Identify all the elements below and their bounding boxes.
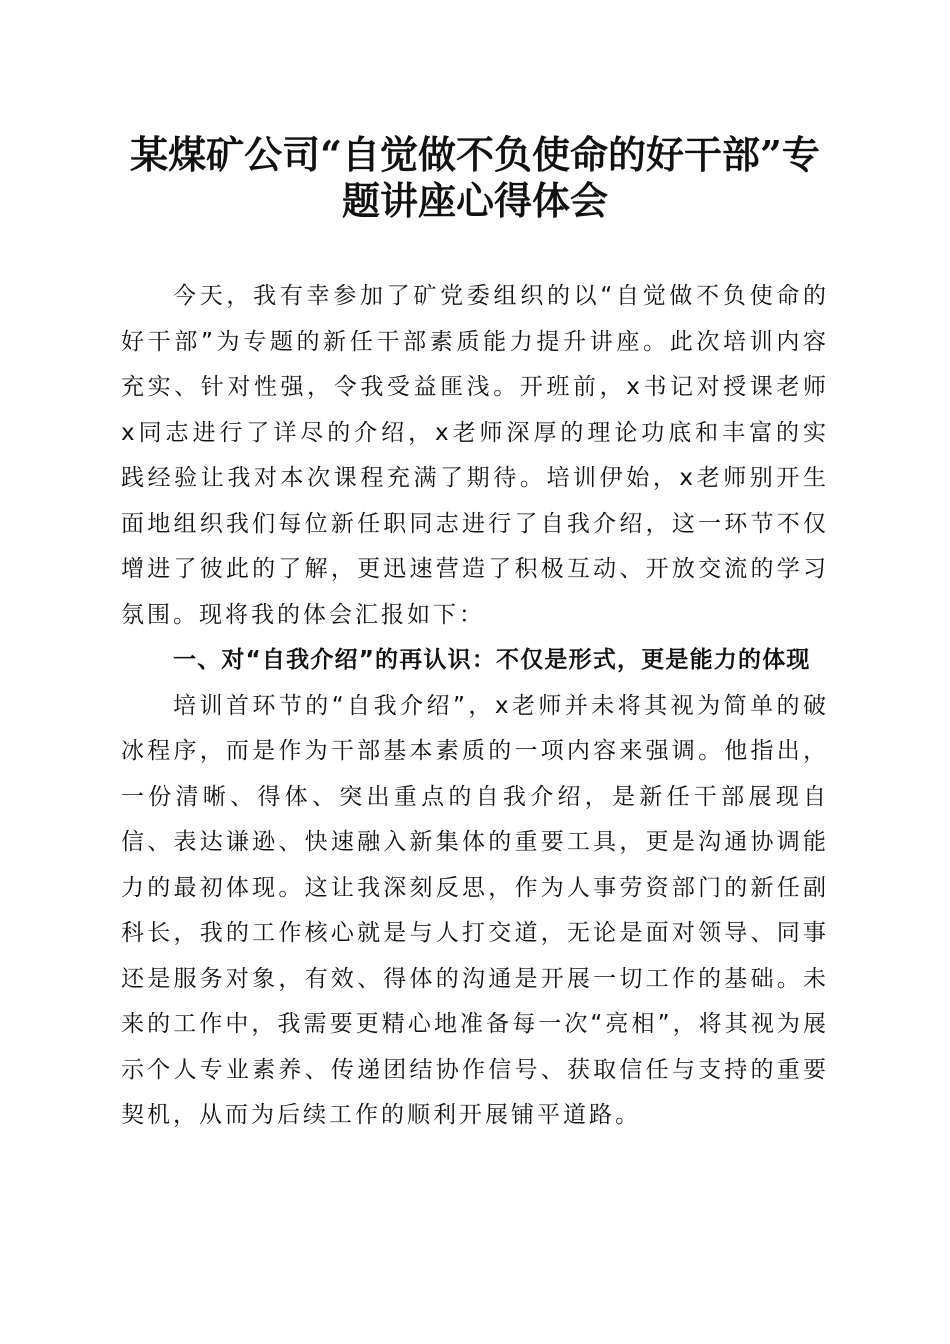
intro-paragraph: 今天，我有幸参加了矿党委组织的以“自觉做不负使命的好干部”为专题的新任干部素质能力提升讲座。此次培训内容充实、针对性强，令我受益匪浅。开班前，x书记对授课老师x同志进行了详尽的介绍，x老师深厚的理论功底和丰富的实践经验让我对本次课程充满了期待。培训伊始，x老师别开生面地组织我们每位新任职同志进行了自我介绍，这一环节不仅增进了彼此的了解，更迅速营造了积极互动、开放交流的学习氛围。现将我的体会汇报如下： (121, 283, 829, 628)
document-body (121, 274, 829, 1139)
section-1-heading: 一、对“自我介绍”的再认识：不仅是形式，更是能力的体现 (173, 647, 811, 673)
document-title: 某煤矿公司“自觉做不负使命的好干部”专题讲座心得体会 (130, 132, 820, 223)
section-1-paragraph: 培训首环节的“自我介绍”，x老师并未将其视为简单的破冰程序，而是作为干部基本素质的一项内容来强调。他指出，一份清晰、得体、突出重点的自我介绍，是新任干部展现自信、表达谦逊、快速融入新集体的重要工具，更是沟通协调能力的最初体现。这让我深刻反思，作为人事劳资部门的新任副科长，我的工作核心就是与人打交道，无论是面对领导、同事还是服务对象，有效、得体的沟通是开展一切工作的基础。未来的工作中，我需要更精心地准备每一次“亮相”，将其视为展示个人专业素养、传递团结协作信号、获取信任与支持的重要契机，从而为后续工作的顺利开展铺平道路。 (121, 692, 829, 1128)
